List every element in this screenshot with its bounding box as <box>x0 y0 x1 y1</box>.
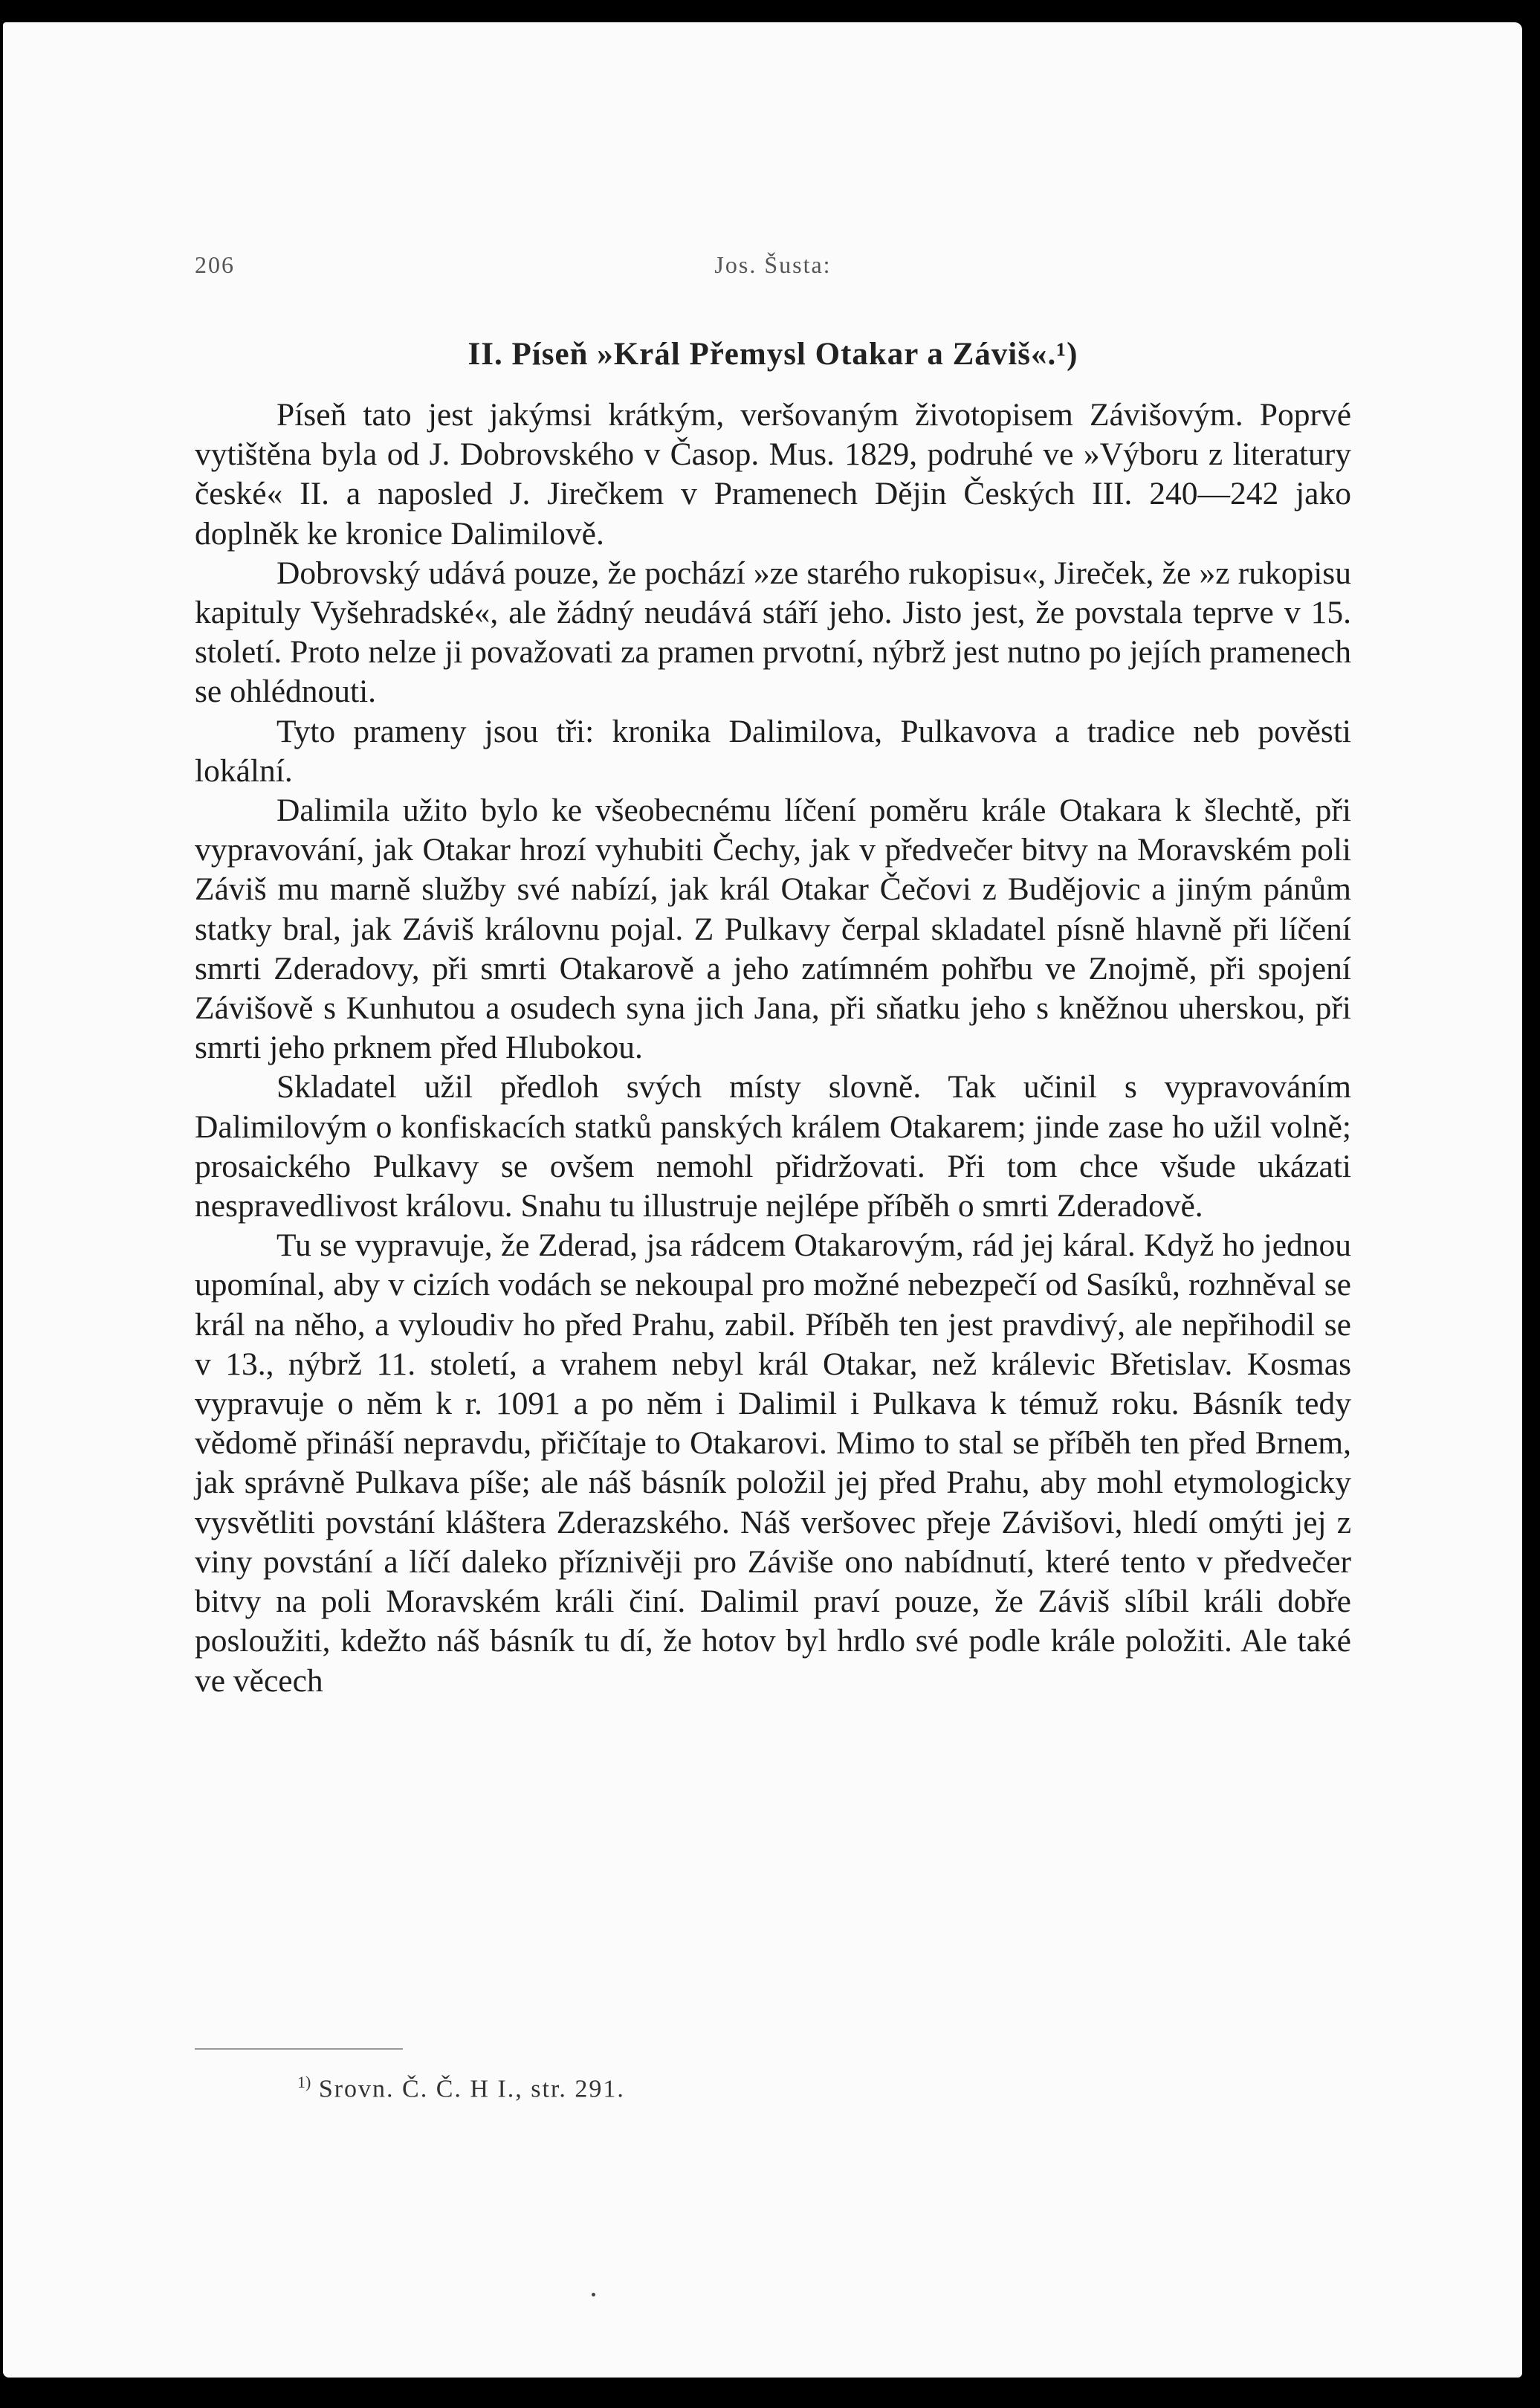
ink-speck <box>592 2293 595 2296</box>
paragraph: Píseň tato jest jakýmsi krátkým, veršovaným životopisem Závišovým. Poprvé vytištěna byla od J. Dobrovského v Časop. Mus. 1829, podruhé ve »Výboru z literatury české« II. a naposled J. Jirečkem v Pramenech Dějin Českých III. 240—242 jako doplněk ke kronice Dalimilově. <box>195 397 1351 552</box>
page-number: 206 <box>195 251 235 278</box>
footnote <box>297 2073 1189 2103</box>
paragraph: Tyto prameny jsou tři: kronika Dalimilova, Pulkavova a tradice neb pověsti lokální. <box>195 713 1351 789</box>
footnote-divider <box>195 2048 403 2050</box>
section-title: II. Píseň »Král Přemysl Otakar a Záviš«.¹) <box>468 337 1078 372</box>
paragraph: Dobrovský udává pouze, že pochází »ze starého rukopisu«, Jireček, že »z rukopisu kapituly Vyšehradské«, ale žádný neudává stáří jeho. Jisto jest, že povstala teprve v 15. století. Proto nelze ji považovati za pramen prvotní, nýbrž jest nutno po jejích pramenech se ohlédnouti. <box>195 555 1351 710</box>
page-header <box>195 251 1351 284</box>
paragraph: Tu se vypravuje, že Zderad, jsa rádcem Otakarovým, rád jej káral. Když ho jednou upomínal, aby v cizích vodách se nekoupal pro možné nebezpečí od Sasíků, rozhněval se král na něho, a vyloudiv ho před Prahu, zabil. Příběh ten jest pravdivý, ale nepřihodil se v 13., nýbrž 11. století, a vrahem nebyl král Otakar, než králevic Břetislav. Kosmas vypravuje o něm k r. 1091 a po něm i Dalimil i Pulkava k témuž roku. Básník tedy vědomě přináší nepravdu, přičítaje to Otakarovi. Mimo to stal se příběh ten před Brnem, jak správně Pulkava píše; ale náš básník položil jej před Prahu, aby mohl etymologicky vysvětliti povstání kláštera Zderazského. Náš veršovec přeje Závišovi, hledí omýti jej z viny povstání a líčí daleko příznivěji pro Záviše ono nabídnutí, které tento v předvečer bitvy na poli Moravském králi činí. Dalimil praví pouze, že Záviš slíbil králi dobře posloužiti, kdežto náš básník tu dí, že hotov byl hrdlo své podle krále položiti. Ale také ve věcech <box>195 1227 1351 1699</box>
body-text <box>195 396 1351 1701</box>
paragraph: Dalimila užito bylo ke všeobecnému líčení poměru krále Otakara k šlechtě, při vypravování, jak Otakar hrozí vyhubiti Čechy, jak v předvečer bitvy na Moravském poli Záviš mu marně služby své nabízí, jak král Otakar Čečovi z Budějovic a jiným pánům statky bral, jak Záviš královnu pojal. Z Pulkavy čerpal skladatel písně hlavně při líčení smrti Zderadovy, při smrti Otakarově a jeho zatímném pohřbu ve Znojmě, při spojení Závišově s Kunhutou a osudech syna jich Jana, při sňatku jeho s kněžnou uherskou, při smrti jeho prknem před Hlubokou. <box>195 793 1351 1066</box>
footnote-text: Srovn. Č. Č. H I., str. 291. <box>318 2075 625 2103</box>
running-head: Jos. Šusta: <box>714 251 832 278</box>
footnote-marker: 1) <box>297 2073 311 2091</box>
paragraph: Skladatel užil předloh svých místy slovně. Tak učinil s vypravováním Dalimilovým o konfiskacích statků panských králem Otakarem; jinde zase ho užil volně; prosaického Pulkavy se ovšem nemohl přidržovati. Při tom chce všude ukázati nespravedlivost královu. Snahu tu illustruje nejlépe příběh o smrti Zderadově. <box>195 1069 1351 1224</box>
